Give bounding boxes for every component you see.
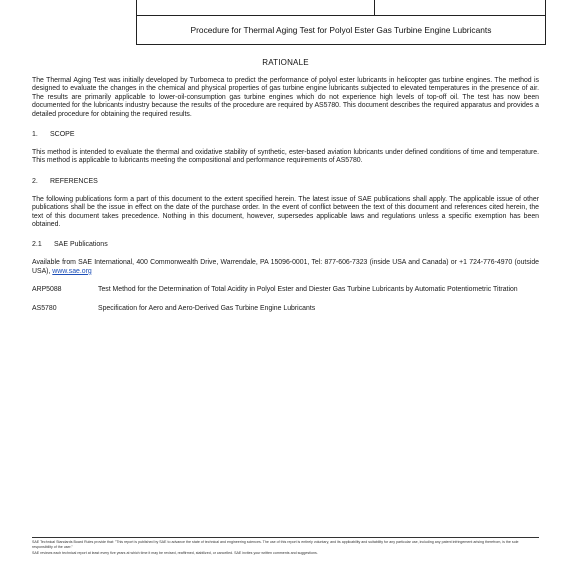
scope-heading [32, 131, 539, 138]
document-header-box [136, 0, 546, 45]
reference-title: Test Method for the Determination of Total Acidity in Polyol Ester and Diester Gas Turbine Lubricants by Automatic Potentiometric Titration [98, 286, 518, 294]
sae-publications-number: 2.1 [32, 241, 42, 249]
sae-website-link[interactable]: www.sae.org [52, 267, 92, 275]
sae-availability-text: Available from SAE International, 400 Commonwealth Drive, Warrendale, PA 15096-0001, Tel: 877-606-7323 (inside USA and Canada) or +1 724-776-4970 (outside USA), [32, 259, 539, 275]
header-top-row [137, 0, 545, 16]
reference-item [32, 286, 539, 294]
reference-code: AS5780 [32, 304, 57, 312]
references-heading [32, 178, 539, 185]
reference-item [32, 305, 539, 313]
header-divider [374, 0, 375, 15]
footer-review-text: SAE reviews each technical report at least every five years at which time it may be revised, reaffirmed, stabilized, or cancelled. SAE invites your written comments and suggestions. [32, 551, 318, 556]
scope-number: 1. [32, 131, 38, 139]
sae-publications-title: SAE Publications [54, 241, 108, 249]
sae-publications-heading [32, 241, 539, 248]
document-body [32, 58, 539, 313]
rationale-paragraph: The Thermal Aging Test was initially developed by Turbomeca to predict the performance of polyol ester lubricants in helicopter gas turbine engines. The method is designed to evaluate the changes in the chemical and physical properties of gas turbine engine lubricants subjected to elevated temperatures in the presence of air. The results are primarily applicable to lower-oil-consumption gas turbine engines which do not experience high levels of top-off oil. The test has now been documented for the lubricants industry because the results of the procedure are required by AS5780. This document describes the required apparatus and provides a detailed procedure for obtaining the required results. [32, 77, 539, 118]
references-title: REFERENCES [50, 177, 98, 185]
references-paragraph: The following publications form a part of this document to the extent specified herein. The latest issue of SAE publications shall apply. The applicable issue of other publications shall be the issue in effect on the date of the purchase order. In the event of conflict between the text of this document and references cited herein, the text of this document takes precedence. Nothing in this document, however, supersedes applicable laws and regulations unless a specific exemption has been obtained. [32, 195, 539, 229]
footer-rules-text: SAE Technical Standards Board Rules provide that: "This report is published by SAE to advance the state of technical and engineering sciences. The use of this report is entirely voluntary, and its applicability and suitability for any particular use, including any patent infringement arising therefrom, is the sole responsibility of the user." [32, 540, 519, 549]
references-number: 2. [32, 177, 38, 185]
sae-availability-paragraph [32, 259, 539, 276]
scope-paragraph: This method is intended to evaluate the thermal and oxidative stability of synthetic, ester-based aviation lubricants under defined conditions of time and temperature. This method is applicable to lubricants meeting the compositional and performance requirements of AS5780. [32, 149, 539, 165]
reference-title: Specification for Aero and Aero-Derived Gas Turbine Engine Lubricants [98, 304, 316, 312]
document-title: Procedure for Thermal Aging Test for Polyol Ester Gas Turbine Engine Lubricants [190, 25, 492, 35]
rationale-heading: RATIONALE [262, 58, 309, 67]
document-footer [32, 537, 539, 556]
reference-code: ARP5088 [32, 286, 62, 294]
scope-title: SCOPE [50, 131, 75, 139]
